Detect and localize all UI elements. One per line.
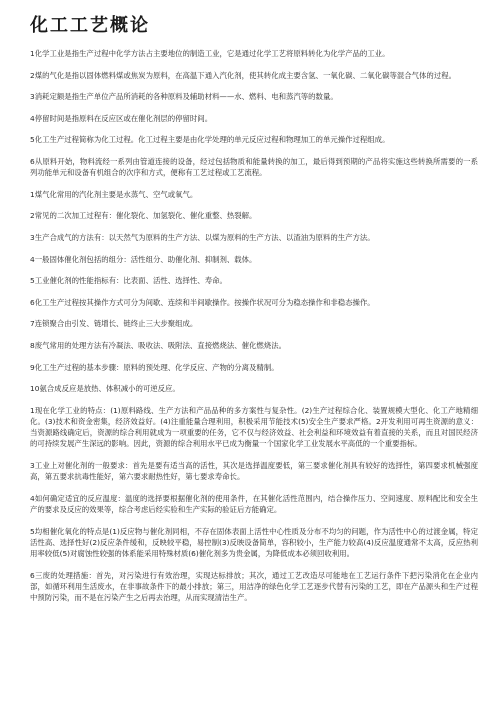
- paragraph: 6从原料开始，物料流经一系列由管道连接的设备，经过包括物质和能量转换的加工，最后得到预期的产品将实施这些转换所需要的一系列功能单元和设备有机组合的次序和方式，便称有工艺过程或工艺流程。: [30, 156, 478, 178]
- paragraph: 4一般固体催化剂包括的组分：活性组分、助催化剂、抑制剂、载体。: [30, 254, 257, 264]
- paragraph: 1化学工业是指生产过程中化学方法占主要地位的制造工业，它是通过化学工艺将原料转化为化学产品的工业。: [30, 49, 390, 58]
- paragraph: 7连锁聚合由引发、链增长、链终止三大步聚组成。: [30, 319, 198, 329]
- paragraph: 2煤的气化是指以固体燃料煤或焦炭为原料，在高温下通入汽化剂，使其转化成主要含氢、一氧化碳、二氧化碳等混合气体的过程。: [30, 70, 456, 80]
- paragraph: 10氨合成反应是放热、体积减小的可逆反应。: [30, 384, 180, 394]
- paragraph: 4如何确定适宜的反应温度：温度的选择要根据催化剂的使用条件，在其催化活性范围内，结合操作压力、空间速度、原料配比和安全生产的要求及反应的效果等，综合考虑后经实验和生产实际的验证后方能确定。: [30, 493, 478, 514]
- paragraph: 9化工生产过程的基本步骤：原料的预处理、化学反应、产物的分离及精制。: [30, 362, 279, 372]
- paragraph: 5化工生产过程简称为化工过程。化工过程主要是由化学处理的单元反应过程和物理加工的单元操作过程组成。: [30, 135, 390, 145]
- paragraph: 6三废的处理措施：首先，对污染进行有效治理，实现达标排放；其次，通过工艺改造尽可能地在工艺运行条件下把污染消化在企业内部，如循环利用生活废水，在非事故条件下的最小排放；第三，用洁净的绿色化学工艺逐步代替有污染的工艺，即在产品源头和生产过程中预防污染，而不是在污染产生之后再去治理，从而实现清洁生产。: [30, 570, 478, 602]
- paragraph: 4停留时间是指原料在反应区或在催化剂层的停留时间。: [30, 113, 213, 123]
- document-title: 化工工艺概论: [30, 15, 150, 36]
- paragraph: 8废气常用的处理方法有冷凝法、吸收法、吸附法、直接燃烧法、催化燃烧法。: [30, 340, 286, 350]
- paragraph: 2常见的二次加工过程有：催化裂化、加氢裂化、催化重整、热裂解。: [30, 211, 257, 221]
- paragraph: 1现在化学工业的特点：(1)原料路线、生产方法和产品品种的多方案性与复杂性。(2)生产过程综合化、装置规模大型化、化工产地精细化。(3)技术和资金密集，经济效益好。(4)注重能量合理利用，积极采用节能技术(5)安全生产要求严格。2开发利用可再生资源的意义：当资源路线确定后，资源的综合利用就成为一项重要的任务，它不仅与经济效益、社会利益和环境效益有着直接的关系，而且对国民经济的可持续发展产生深远的影响。因此，资源的综合利用水平已成为衡量一个国家化学工业发展水平高低的一个重要指标。: [30, 405, 478, 449]
- paragraph: 5工业催化剂的性能指标有：比表面、活性、选择性、寿命。: [30, 276, 227, 286]
- paragraph: 5均相催化氧化的特点是(1)反应物与催化剂同相，不存在固体表面上活性中心性质及分布不均匀的问题，作为活性中心的过渡金属，特定活性高、选择性好(2)反应条件缓和，反映较平稳，易控制(3)反映设备简单，容积较小，生产能力较高(4)反应温度通常不太高，反应热利用率较低(5)对腐蚀性较强的体系能采用特殊材质(6)催化剂多为贵金属，为降低成本必须回收利用。: [30, 526, 478, 558]
- paragraph: 1煤气化常用的汽化剂主要是水蒸气、空气或氧气。: [30, 189, 198, 199]
- paragraph: 3生产合成气的方法有：以天然气为原料的生产方法、以煤为原料的生产方法、以渣油为原料的生产方法。: [30, 232, 375, 242]
- paragraph: 3消耗定额是指生产单位产品所消耗的各种原料及辅助材料——水、燃料、电和蒸汽等的数量。: [30, 92, 338, 102]
- paragraph: 6化工生产过程按其操作方式可分为间歇、连续和半间歇操作。按操作状况可分为稳态操作和非稳态操作。: [30, 297, 375, 307]
- paragraph: 3工业上对催化剂的一般要求：首先是要有适当高的活性，其次是选择温度要低，第三要求催化剂具有较好的选择性，第四要求机械强度高，第五要求抗毒性能好，第六要求耐热性好，第七要求寿命长。: [30, 460, 478, 482]
